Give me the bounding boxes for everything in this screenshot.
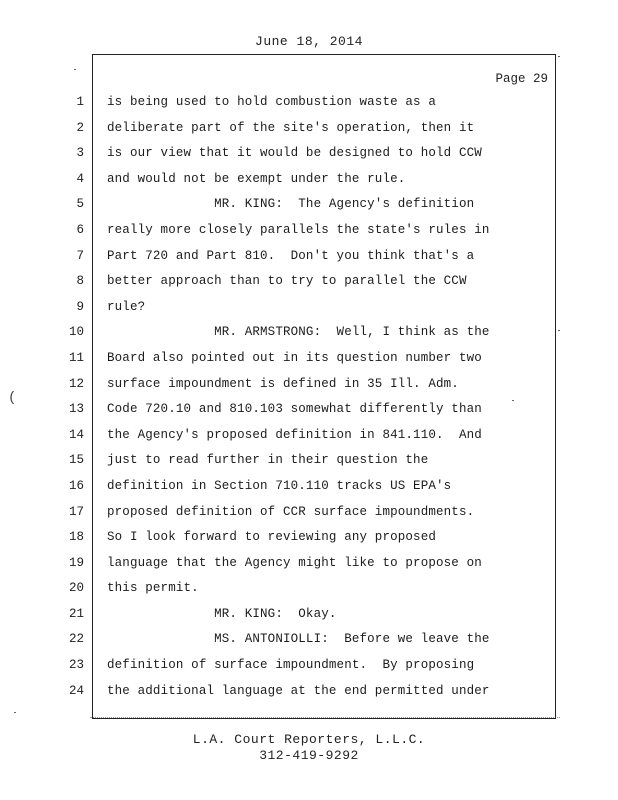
page-frame-shadow — [90, 717, 560, 721]
line-number: 23 — [68, 658, 84, 673]
transcript-line: Board also pointed out in its question number two — [107, 350, 482, 365]
transcript-line: is being used to hold combustion waste as a — [107, 95, 437, 109]
transcript-line: proposed definition of CCR surface impoundments. — [107, 504, 475, 519]
page-number: Page 29 — [495, 72, 548, 86]
line-number: 21 — [68, 606, 84, 621]
line-number: 8 — [76, 274, 84, 289]
line-number: 9 — [76, 299, 84, 314]
line-number: 11 — [68, 350, 84, 365]
line-number: 10 — [68, 325, 84, 340]
transcript-line: definition in Section 710.110 tracks US EPA's — [107, 478, 452, 493]
line-number: 17 — [68, 504, 84, 519]
line-number: 14 — [68, 427, 84, 442]
transcript-line: Part 720 and Part 810. Don't you think that's a — [107, 248, 475, 263]
transcript-line: is our view that it would be designed to hold CCW — [107, 146, 482, 161]
line-number: 13 — [68, 402, 84, 417]
scan-speck — [558, 56, 560, 57]
transcript-line: the Agency's proposed definition in 841.110. And — [107, 427, 482, 442]
transcript-date-header: June 18, 2014 — [255, 34, 363, 49]
margin-mark: ( — [8, 390, 17, 406]
scan-speck — [512, 400, 514, 401]
transcript-text-column — [107, 92, 551, 706]
line-number: 5 — [76, 197, 84, 212]
transcript-line: the additional language at the end permitted under — [107, 683, 490, 698]
scan-speck — [74, 69, 76, 70]
transcript-line: and would not be exempt under the rule. — [107, 171, 406, 186]
line-number-column — [60, 92, 84, 706]
transcript-line: definition of surface impoundment. By proposing — [107, 658, 475, 673]
line-number: 20 — [68, 581, 84, 596]
transcript-line: Code 720.10 and 810.103 somewhat differently than — [107, 402, 482, 417]
court-reporter-company: L.A. Court Reporters, L.L.C. — [192, 732, 426, 747]
transcript-line: this permit. — [107, 581, 199, 596]
line-number: 24 — [68, 683, 84, 698]
line-number: 22 — [68, 632, 84, 647]
line-number: 6 — [76, 222, 84, 237]
line-number: 19 — [68, 555, 84, 570]
line-number: 4 — [76, 171, 84, 186]
transcript-line: So I look forward to reviewing any proposed — [107, 530, 437, 545]
transcript-line: MR. KING: Okay. — [107, 606, 337, 621]
transcript-line: rule? — [107, 299, 146, 314]
scan-speck — [558, 330, 560, 331]
transcript-line: better approach than to try to parallel the CCW — [107, 274, 467, 289]
scan-speck — [14, 712, 16, 713]
line-number: 3 — [76, 146, 84, 161]
transcript-line: MR. KING: The Agency's definition — [107, 197, 475, 212]
line-number: 1 — [76, 95, 84, 109]
transcript-line: really more closely parallels the state's rules in — [107, 222, 490, 237]
transcript-line: MR. ARMSTRONG: Well, I think as the — [107, 325, 490, 340]
transcript-line: deliberate part of the site's operation, then it — [107, 120, 475, 135]
line-number: 12 — [68, 376, 84, 391]
line-number: 18 — [68, 530, 84, 545]
transcript-line: just to read further in their question the — [107, 453, 429, 468]
line-number: 15 — [68, 453, 84, 468]
transcript-line: MS. ANTONIOLLI: Before we leave the — [107, 632, 490, 647]
line-number: 16 — [68, 478, 84, 493]
court-reporter-phone: 312-419-9292 — [259, 748, 359, 763]
transcript-line: surface impoundment is defined in 35 Ill. Adm. — [107, 376, 459, 391]
transcript-line: language that the Agency might like to propose on — [107, 555, 482, 570]
line-number: 7 — [76, 248, 84, 263]
line-number: 2 — [76, 120, 84, 135]
